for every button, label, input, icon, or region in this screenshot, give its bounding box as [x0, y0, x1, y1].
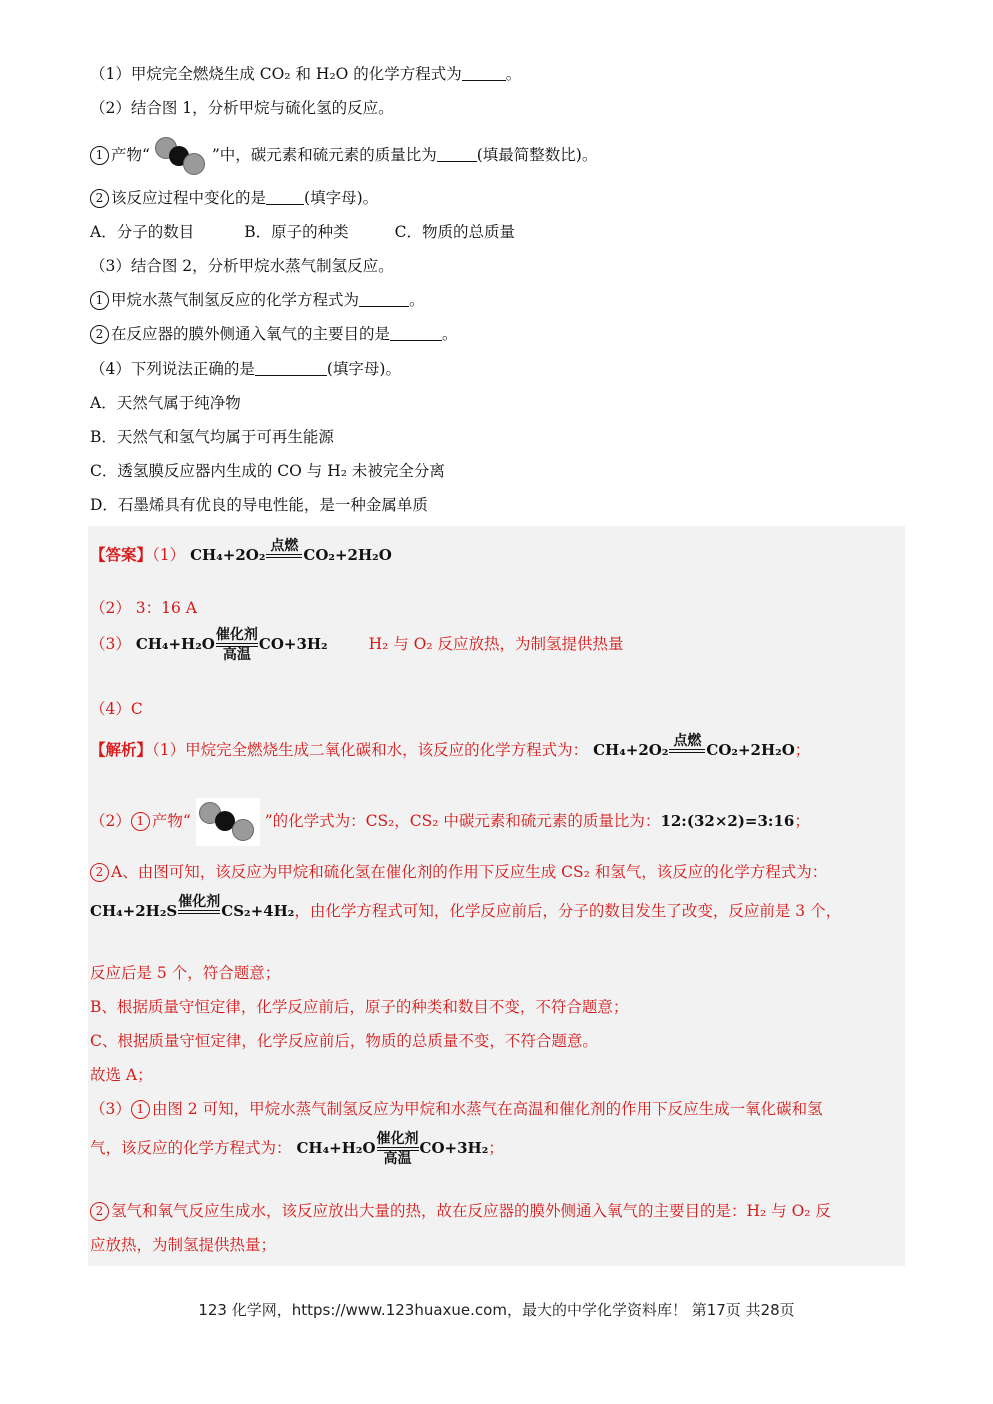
q3-line: （3）结合图 2，分析甲烷水蒸气制氢反应。 [90, 257, 394, 275]
cs2-molecule-icon [196, 798, 260, 846]
answer-2: （2） 3：16 A [90, 599, 197, 617]
analysis-4: CH₄+2H₂S 催化剂 CS₂+4H₂，由化学方程式可知，化学反应前后，分子的数目发生了改变，反应前是 3 个， [90, 894, 841, 930]
circled-1-icon: 1 [90, 291, 109, 310]
answer-blank [359, 306, 409, 307]
analysis-7: C、根据质量守恒定律，化学反应前后，物质的总质量不变，不符合题意。 [90, 1032, 598, 1050]
answer-3: （3） CH₄+H₂O 催化剂 高温 CO+3H₂ H₂ 与 O₂ 反应放热，为制氢提供热量 [90, 627, 624, 663]
answer-blank [266, 204, 304, 205]
analysis-3: 2 A、由图可知，该反应为甲烷和硫化氢在催化剂的作用下反应生成 CS₂ 和氢气，该反应的化学方程式为： [90, 860, 827, 882]
analysis-10: 气，该反应的化学方程式为： CH₄+H₂O 催化剂 高温 CO+3H₂； [90, 1131, 504, 1167]
analysis-5: 反应后是 5 个，符合题意； [90, 964, 281, 982]
q4-line: （4）下列说法正确的是 (填字母)。 [90, 360, 401, 378]
q2-1-line: 1 产物“ ”中，碳元素和硫元素的质量比为 (填最简整数比)。 [90, 137, 597, 175]
answer-4: （4）C [90, 700, 143, 718]
analysis-9: （3） 1 由图 2 可知，甲烷水蒸气制氢反应为甲烷和水蒸气在高温和催化剂的作用下反应生成一氧化碳和氢 [90, 1100, 823, 1118]
circled-2-icon: 2 [90, 189, 109, 208]
answer-1: 【答案】（1） CH₄+2O₂ 点燃 CO₂+2H₂O [90, 538, 392, 574]
answer-blank [390, 340, 442, 341]
q2-options: A．分子的数目 B．原子的种类 C．物质的总质量 [90, 223, 515, 241]
q2-line: （2）结合图 1，分析甲烷与硫化氢的反应。 [90, 99, 394, 117]
equation-2: CH₄+H₂O 催化剂 高温 CO+3H₂ [135, 627, 328, 663]
q4-option-b: B．天然气和氢气均属于可再生能源 [90, 428, 334, 446]
q3-2-line: 2 在反应器的膜外侧通入氧气的主要目的是 。 [90, 322, 458, 344]
analysis-8: 故选 A； [90, 1066, 153, 1084]
q4-option-a: A．天然气属于纯净物 [90, 394, 241, 412]
circled-1-icon: 1 [90, 146, 109, 165]
q1-line: （1）甲烷完全燃烧生成 CO₂ 和 H₂O 的化学方程式为 。 [90, 65, 522, 83]
cs2-molecule-icon [155, 137, 207, 175]
q2-2-line: 2 该反应过程中变化的是 (填字母)。 [90, 186, 378, 208]
equation-5: CH₄+H₂O 催化剂 高温 CO+3H₂ [296, 1131, 489, 1167]
circled-2-icon: 2 [90, 1202, 109, 1221]
q4-option-c: C．透氢膜反应器内生成的 CO 与 H₂ 未被完全分离 [90, 462, 445, 480]
page-footer: 123 化学网，https://www.123huaxue.com，最大的中学化学资料库！ 第17页 共28页 [198, 1301, 795, 1319]
circled-1-icon: 1 [131, 812, 150, 831]
q4-option-d: D．石墨烯具有优良的导电性能，是一种金属单质 [90, 496, 428, 514]
analysis-11: 2 氢气和氧气反应生成水，该反应放出大量的热，故在反应器的膜外侧通入氧气的主要目的是：H₂ 与 O₂ 反 [90, 1199, 831, 1221]
answer-blank [255, 375, 327, 376]
equation-3: CH₄+2O₂ 点燃 CO₂+2H₂O [593, 733, 795, 759]
circled-2-icon: 2 [90, 863, 109, 882]
equation-1: CH₄+2O₂ 点燃 CO₂+2H₂O [190, 538, 392, 564]
analysis-6: B、根据质量守恒定律，化学反应前后，原子的种类和数目不变，不符合题意； [90, 998, 629, 1016]
q3-1-line: 1 甲烷水蒸气制氢反应的化学方程式为 。 [90, 288, 425, 310]
analysis-2: （2） 1 产物“ ”的化学式为：CS₂，CS₂ 中碳元素和硫元素的质量比为：12:(32×2)=3:16； [90, 798, 810, 846]
analysis-1: 【解析】（1）甲烷完全燃烧生成二氧化碳和水，该反应的化学方程式为： CH₄+2O₂ 点燃 CO₂+2H₂O； [90, 733, 810, 769]
circled-1-icon: 1 [131, 1100, 150, 1119]
analysis-12: 应放热，为制氢提供热量； [90, 1236, 277, 1254]
circled-2-icon: 2 [90, 325, 109, 344]
mass-ratio-formula: 12:(32×2)=3:16 [660, 812, 795, 830]
answer-blank [462, 80, 506, 81]
answer-blank [437, 161, 477, 162]
equation-4: CH₄+2H₂S 催化剂 CS₂+4H₂ [90, 894, 295, 920]
